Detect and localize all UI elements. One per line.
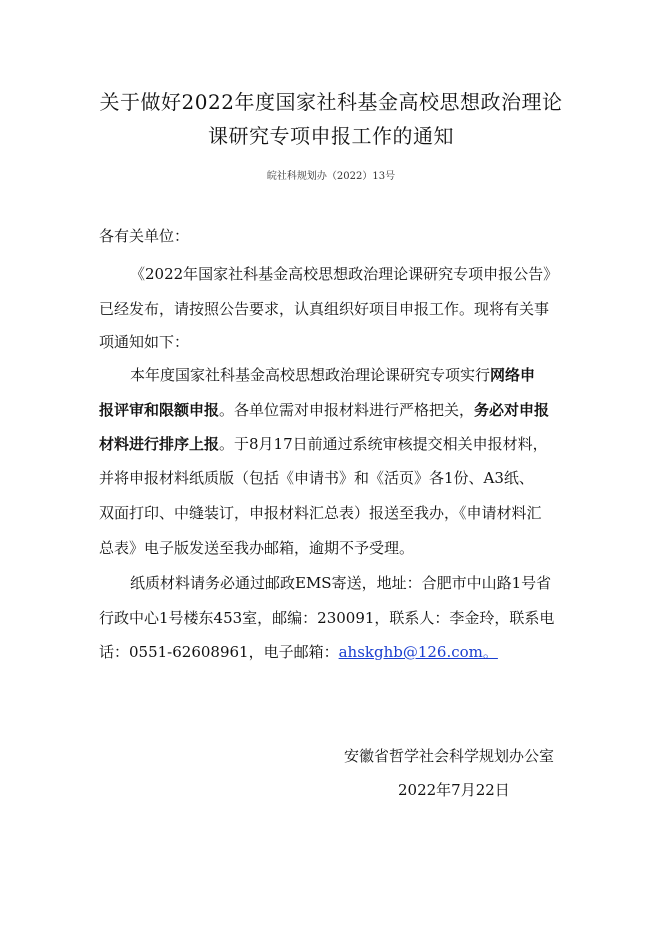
para2-text: 。各单位需对申报材料进行严格把关， [219, 401, 475, 419]
title-line-2: 课研究专项申报工作的通知 [208, 124, 454, 148]
para2-line-4: 并将申报材料纸质版（包括《申请书》和《活页》各1份、A3纸、 [99, 469, 534, 487]
para1-line-1: 《2022年国家社科基金高校思想政治理论课研究专项申报公告》 [130, 265, 559, 283]
title-line-1: 关于做好2022年度国家社科基金高校思想政治理论 [99, 90, 563, 114]
para3-line-2: 行政中心1号楼东453室，邮编：230091，联系人：李金玲，联系电 [99, 609, 555, 627]
para1-line-2: 已经发布，请按照公告要求，认真组织好项目申报工作。现将有关事 [99, 300, 550, 318]
email-link[interactable]: ahskghb@126.com。 [338, 643, 498, 661]
para2-line-5: 双面打印、中缝装订，申报材料汇总表）报送至我办，《申请材料汇 [99, 504, 542, 522]
para2-line-1 [130, 364, 610, 385]
para3-line-1: 纸质材料请务必通过邮政EMS寄送，地址：合肥市中山路1号省 [130, 574, 552, 592]
para2-emphasis: 材料进行排序上报 [99, 435, 220, 453]
para2-line-2 [99, 399, 579, 420]
para2-line-6: 总表》电子版发送至我办邮箱，逾期不予受理。 [99, 539, 415, 557]
para2-text: 本年度国家社科基金高校思想政治理论课研究专项实行 [130, 366, 491, 384]
para1-line-3: 项通知如下： [99, 333, 190, 351]
document-number: 皖社科规划办（2022）13号 [266, 171, 396, 182]
para2-line-3 [99, 433, 579, 454]
signature-organization: 安徽省哲学社会科学规划办公室 [344, 747, 555, 765]
para2-emphasis: 务必对申报 [474, 401, 550, 419]
salutation: 各有关单位： [99, 227, 190, 245]
para2-emphasis: 网络申 [490, 366, 536, 384]
para2-text: 。于8月17日前通过系统审核提交相关申报材料， [219, 435, 548, 453]
para2-emphasis: 报评审和限额申报 [99, 401, 220, 419]
para3-line-3 [99, 641, 579, 662]
signature-date: 2022年7月22日 [398, 781, 510, 799]
para3-text: 话：0551-62608961，电子邮箱： [99, 643, 339, 661]
